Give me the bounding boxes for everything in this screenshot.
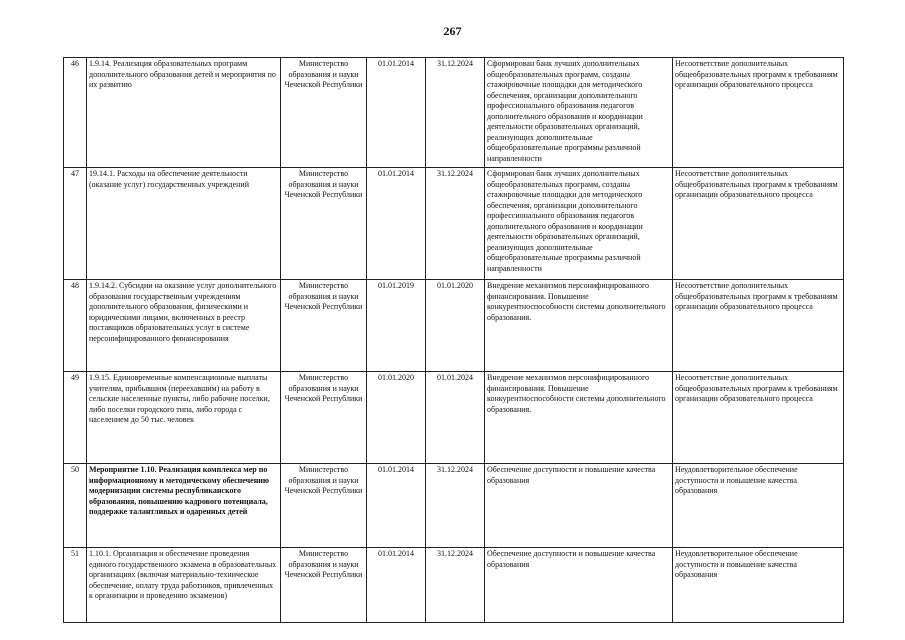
expected-result: Сформирован банк лучших дополнительных общеобразовательных программ, созданы стажировочные площадки для методического обеспечения, организации дополнительного профессионального образования педагогов дополнительного образования и координации деятельности образовательных организаций, реализующих дополнительные общеобразовательные программы различной направленности (485, 58, 673, 168)
expected-result: Внедрение механизмов персонифицированного финансирования. Повышение конкурентноспособности системы дополнительного образования. (485, 372, 673, 464)
measure-title: Мероприятие 1.10. Реализация комплекса мер по информационному и методическому обеспечению модернизации системы республиканского образования, повышению кадрового потенциала, поддержке талантливых и одаренных детей (87, 464, 281, 548)
table-row (64, 464, 844, 548)
expected-result: Обеспечение доступности и повышение качества образования (485, 548, 673, 623)
end-date: 31.12.2024 (426, 464, 485, 548)
table-row (64, 372, 844, 464)
risk-description: Несоответствие дополнительных общеобразовательных программ к требованиям организации образовательного процесса (673, 372, 844, 464)
start-date: 01.01.2014 (367, 464, 426, 548)
start-date: 01.01.2014 (367, 548, 426, 623)
responsible-org: Министерство образования и науки Чеченской Республики (281, 372, 367, 464)
row-number: 51 (64, 548, 87, 623)
row-number: 50 (64, 464, 87, 548)
responsible-org: Министерство образования и науки Чеченской Республики (281, 548, 367, 623)
end-date: 01.01.2024 (426, 372, 485, 464)
end-date: 31.12.2024 (426, 58, 485, 168)
responsible-org: Министерство образования и науки Чеченской Республики (281, 168, 367, 280)
row-number: 46 (64, 58, 87, 168)
table-row (64, 280, 844, 372)
end-date: 31.12.2024 (426, 548, 485, 623)
measure-title: 19.14.1. Расходы на обеспечение деятельности (оказание услуг) государственных учреждений (87, 168, 281, 280)
program-table (63, 57, 844, 623)
risk-description: Неудовлетворительное обеспечение доступности и повышение качества образования (673, 464, 844, 548)
measure-title: 1.10.1. Организация и обеспечение проведения единого государственного экзамена в образовательных организациях (включая материально-техническое обеспечение, оплату труда работников, привлеченных к организации и проведению экзаменов) (87, 548, 281, 623)
page-number: 267 (443, 24, 462, 38)
start-date: 01.01.2019 (367, 280, 426, 372)
table-row (64, 58, 844, 168)
responsible-org: Министерство образования и науки Чеченской Республики (281, 280, 367, 372)
measure-title: 1.9.14.2. Субсидии на оказание услуг дополнительного образования государственным учреждениям дополнительного образования, физическими и юридическими лицами, включенных в реестр поставщиков образовательных услуг в системе персонифицированного финансирования (87, 280, 281, 372)
measure-title: 1.9.15. Единовременные компенсационные выплаты учителям, прибывшим (переехавшим) на работу в сельские населенные пункты, либо рабочие поселки, либо поселки городского типа, либо города с населением до 50 тыс. человек (87, 372, 281, 464)
start-date: 01.01.2014 (367, 168, 426, 280)
risk-description: Несоответствие дополнительных общеобразовательных программ к требованиям организации образовательного процесса (673, 280, 844, 372)
responsible-org: Министерство образования и науки Чеченской Республики (281, 58, 367, 168)
table-body (64, 58, 844, 623)
risk-description: Несоответствие дополнительных общеобразовательных программ к требованиям организации образовательного процесса (673, 58, 844, 168)
measure-title: 1.9.14. Реализация образовательных программ дополнительного образования детей и мероприятия по их развитию (87, 58, 281, 168)
expected-result: Обеспечение доступности и повышение качества образования (485, 464, 673, 548)
end-date: 31.12.2024 (426, 168, 485, 280)
expected-result: Сформирован банк лучших дополнительных общеобразовательных программ, созданы стажировочные площадки для методического обеспечения, организации дополнительного профессионального образования педагогов дополнительного образования и координации деятельности образовательных организаций, реализующих дополнительные общеобразовательные программы различной направленности (485, 168, 673, 280)
row-number: 48 (64, 280, 87, 372)
table-row (64, 168, 844, 280)
row-number: 47 (64, 168, 87, 280)
start-date: 01.01.2014 (367, 58, 426, 168)
table-row (64, 548, 844, 623)
start-date: 01.01.2020 (367, 372, 426, 464)
responsible-org: Министерство образования и науки Чеченской Республики (281, 464, 367, 548)
risk-description: Несоответствие дополнительных общеобразовательных программ к требованиям организации образовательного процесса (673, 168, 844, 280)
expected-result: Внедрение механизмов персонифицированного финансирования. Повышение конкурентноспособности системы дополнительного образования. (485, 280, 673, 372)
risk-description: Неудовлетворительное обеспечение доступности и повышение качества образования (673, 548, 844, 623)
row-number: 49 (64, 372, 87, 464)
end-date: 01.01.2020 (426, 280, 485, 372)
